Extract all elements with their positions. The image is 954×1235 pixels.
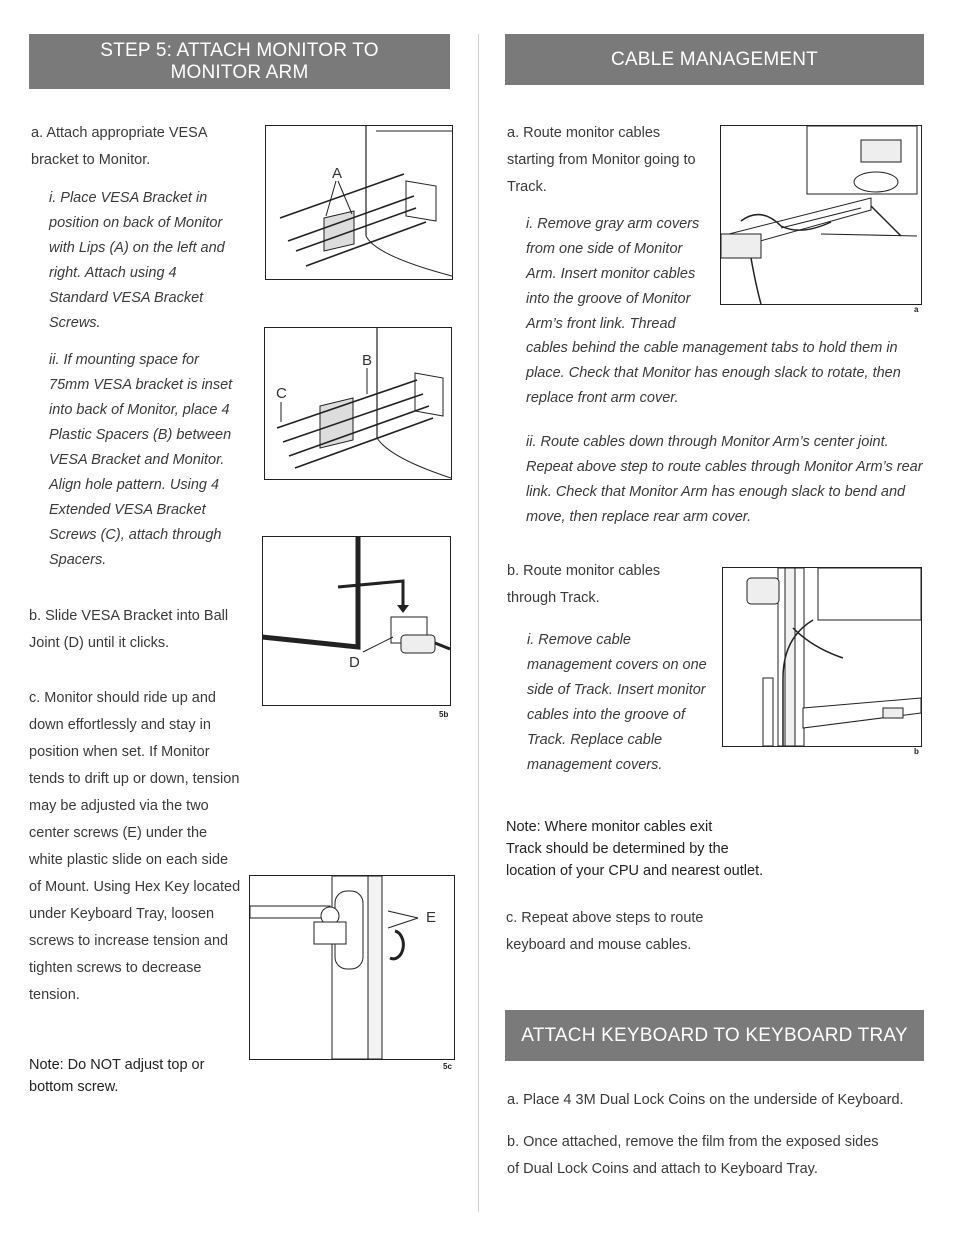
cable-note-line3: location of your CPU and nearest outlet. bbox=[506, 863, 764, 879]
figure-5c-tension-screws bbox=[249, 875, 455, 1060]
figure-cable-arm bbox=[720, 125, 922, 305]
figure-vesa-bracket-standard-drawing bbox=[266, 126, 452, 279]
keyboard-a-text: a. Place 4 3M Dual Lock Coins on the underside of Keyboard. bbox=[507, 1092, 904, 1108]
keyboard-b-text: b. Once attached, remove the film from the exposed sides of Dual Lock Coins and attach to Keyboard Tray. bbox=[507, 1134, 879, 1177]
step5-title-line1: STEP 5: ATTACH MONITOR TO bbox=[100, 39, 379, 61]
caption-cable-b: b bbox=[914, 747, 919, 756]
figure-vesa-bracket-spacers bbox=[264, 327, 452, 480]
cable-a-i-text-part1: i. Remove gray arm covers from one side of Monitor Arm. Insert monitor cables into the groove of Monitor Arm’s front link. Thread bbox=[526, 216, 700, 332]
caption-5b: 5b bbox=[439, 710, 449, 719]
step5-header bbox=[29, 34, 450, 89]
cable-note bbox=[506, 816, 806, 882]
cable-a-i-text-part2: cables behind the cable management tabs to hold them in place. Check that Monitor has enough slack to rotate, then replace front arm cover. bbox=[526, 340, 901, 406]
column-divider bbox=[478, 34, 479, 1212]
label-e: E bbox=[426, 909, 437, 926]
cable-a-ii-text: ii. Route cables down through Monitor Arm’s center joint. Repeat above step to route cables through Monitor Arm’s rear link. Check that Monitor Arm has enough slack to bend and move, then replace rear arm cover. bbox=[526, 434, 923, 525]
cable-note-line1: Note: Where monitor cables exit bbox=[506, 819, 713, 835]
step5-note: Note: Do NOT adjust top or bottom screw. bbox=[29, 1057, 205, 1095]
step5-a-ii-text: ii. If mounting space for 75mm VESA bracket is inset into back of Monitor, place 4 Plastic Spacers (B) between VESA Bracket and Monitor. Align hole pattern. Using 4 Extended VESA Bracket Screws (C), attach through Spacers. bbox=[49, 352, 233, 568]
cable-b-text: b. Route monitor cables through Track. bbox=[507, 563, 661, 606]
step5-b-text: b. Slide VESA Bracket into Ball Joint (D) until it clicks. bbox=[29, 608, 229, 651]
figure-vesa-bracket-standard bbox=[265, 125, 453, 280]
caption-cable-a: a bbox=[914, 305, 919, 314]
label-d: D bbox=[349, 654, 360, 671]
label-a: A bbox=[332, 165, 343, 182]
figure-cable-arm-drawing bbox=[721, 126, 921, 304]
figure-5b-ball-joint-drawing bbox=[263, 537, 450, 705]
keyboard-title: ATTACH KEYBOARD TO KEYBOARD TRAY bbox=[521, 1024, 908, 1046]
label-b: B bbox=[362, 352, 373, 369]
figure-cable-track-drawing bbox=[723, 568, 921, 746]
cable-management-header bbox=[505, 34, 924, 85]
step5-a-i-text: i. Place VESA Bracket in position on back of Monitor with Lips (A) on the left and right. Attach using 4 Standard VESA Bracket Screws. bbox=[49, 190, 225, 331]
caption-5c: 5c bbox=[443, 1062, 452, 1071]
figure-5b-ball-joint bbox=[262, 536, 451, 706]
keyboard-header bbox=[505, 1010, 924, 1061]
cable-management-title: CABLE MANAGEMENT bbox=[611, 48, 818, 70]
figure-vesa-bracket-spacers-drawing bbox=[265, 328, 451, 479]
cable-c-text: c. Repeat above steps to route keyboard and mouse cables. bbox=[506, 910, 704, 953]
label-c: C bbox=[276, 385, 287, 402]
step5-c-text: c. Monitor should ride up and down effortlessly and stay in position when set. If Monitor tends to drift up or down, tension may be adjusted via the two center screws (E) under the white plastic slide on each side of Mount. Using Hex Key located under Keyboard Tray, loosen screws to increase tension and tighten screws to decrease tension. bbox=[29, 690, 241, 1003]
figure-cable-track bbox=[722, 567, 922, 747]
step5-title-line2: MONITOR ARM bbox=[170, 61, 309, 83]
cable-b-i-text: i. Remove cable management covers on one side of Track. Insert monitor cables into the groove of Track. Replace cable management covers. bbox=[527, 632, 707, 773]
step5-a-text: a. Attach appropriate VESA bracket to Monitor. bbox=[31, 125, 207, 168]
cable-a-text: a. Route monitor cables starting from Monitor going to Track. bbox=[507, 125, 696, 195]
cable-note-line2: Track should be determined by the bbox=[506, 841, 729, 857]
figure-5c-tension-screws-drawing bbox=[250, 876, 454, 1059]
